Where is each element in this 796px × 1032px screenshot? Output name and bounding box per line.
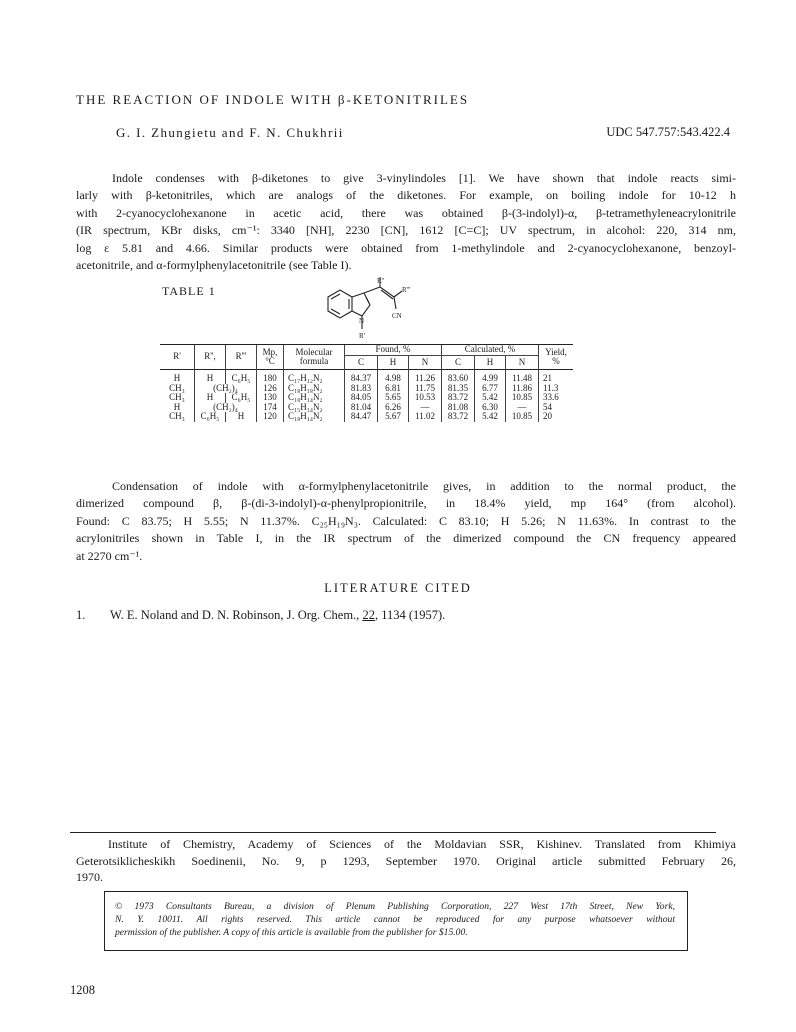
cell-found-c: 81.04: [345, 403, 378, 413]
text-line: acetonitrile, and α-formylphenylacetonitrile (see Table I).: [76, 258, 352, 273]
cell-found-c: 81.83: [345, 384, 378, 394]
cn-label: CN: [392, 312, 402, 320]
header-calculated: Calculated, %: [442, 345, 539, 356]
cell-formula: C₁₈H₁₄N₂: [284, 412, 345, 422]
cell-mp: 120: [257, 412, 284, 422]
cell-mp: 174: [257, 403, 284, 413]
cell-found-c: 84.05: [345, 393, 378, 403]
reference-volume: 22: [362, 608, 375, 622]
footnote-divider: [70, 832, 716, 833]
header-yield: [539, 345, 574, 370]
header-calc-n: N: [506, 355, 539, 370]
text-line: dimerized compound β, β-(di-3-indolyl)-α-phenylpropionitrile, in 18.4% yield, mp 164° (from alcohol).: [76, 496, 736, 511]
cell-calc-n: 10.85: [506, 412, 539, 422]
header-calc-c: C: [442, 355, 475, 370]
cell-calc-h: 6.77: [475, 384, 506, 394]
page-number: 1208: [70, 983, 95, 997]
cell-yield: 21: [539, 370, 574, 384]
cell-mp: 180: [257, 370, 284, 384]
cell-calc-h: 4.99: [475, 370, 506, 384]
copyright-line: © 1973 Consultants Bureau, a division of Plenum Publishing Corporation, 227 West 17th Street, New York,: [115, 901, 675, 912]
header-found-n: N: [409, 355, 442, 370]
cell-found-n: 11.75: [409, 384, 442, 394]
cell-r1: CH₃: [169, 392, 185, 402]
cell-yield: 20: [539, 412, 574, 422]
cell-r1: CH₃: [169, 382, 185, 393]
indole-structure-figure: [306, 275, 418, 343]
text-line: Condensation of indole with α-formylphenylacetonitrile gives, in addition to the normal product, the: [112, 479, 736, 493]
cell-yield: 11.3: [539, 384, 574, 394]
header-mp: [257, 345, 284, 370]
cell-r3: C₆H₅: [226, 370, 257, 384]
cell-calc-h: 5.42: [475, 412, 506, 422]
cell-r2-r3: (CH₂)₄: [195, 384, 257, 394]
cell-found-c: 84.37: [345, 370, 378, 384]
table-row: [160, 412, 573, 422]
r2-label: R'': [377, 277, 385, 285]
intro-paragraph: [76, 170, 736, 274]
copyright-box: [104, 891, 688, 951]
footnote: [76, 836, 736, 886]
cell-calc-h: 6.30: [475, 403, 506, 413]
cell-r1: CH₃: [169, 411, 185, 421]
cell-found-h: 6.26: [378, 403, 409, 413]
header-r3: R''': [226, 345, 257, 370]
udc-code: UDC 547.757:543.422.4: [606, 125, 730, 139]
cell-calc-c: 83.72: [442, 393, 475, 403]
yield-label: Yield,: [545, 346, 567, 357]
header-formula: [284, 345, 345, 370]
yield-unit: %: [552, 356, 560, 366]
table-row: [160, 370, 573, 384]
text-line: with 2-cyanocyclohexanone in acetic acid, there was obtained β-(3-indolyl)-α, β-tetramethyleneacrylonitrile: [76, 205, 736, 220]
dimer-paragraph: [76, 478, 736, 565]
cell-r3: C₆H₅: [226, 393, 257, 403]
table-label: TABLE 1: [162, 284, 216, 298]
cell-found-n: —: [409, 403, 442, 413]
reference-item: [76, 608, 445, 623]
cell-r1: H: [173, 401, 181, 412]
pyrrole-ring: [352, 293, 370, 316]
cell-found-n: 10.53: [409, 393, 442, 403]
text-line: larly with β-ketonitriles, which are analogs of the diketones. For example, on boiling indole for 10-12 h: [76, 188, 736, 203]
header-found-c: C: [345, 355, 378, 370]
header-found: Found, %: [345, 345, 442, 356]
cell-yield: 33.6: [539, 393, 574, 403]
formula-label-2: formula: [299, 356, 329, 366]
reference-number: 1.: [76, 608, 86, 622]
cell-calc-n: —: [506, 403, 539, 413]
header-r2: R'',: [195, 345, 226, 370]
n-label: N: [359, 317, 365, 325]
formula-label: Molecular: [295, 346, 333, 357]
text-line: at 2270 cm⁻¹.: [76, 548, 143, 563]
cell-r3: H: [226, 412, 257, 422]
footnote-line: 1970.: [76, 870, 103, 884]
text-line: (IR spectrum, KBr disks, cm⁻¹: 3340 [NH], 2230 [CN], 1612 [C=C]; UV spectrum, in alcohol: 220, 314 nm,: [76, 223, 736, 238]
literature-heading: LITERATURE CITED: [324, 581, 472, 595]
authors: G. I. Zhungietu and F. N. Chukhrii: [116, 125, 344, 140]
text-line: acrylonitriles shown in Table I, in the IR spectrum of the dimerized compound the CN frequency appeared: [76, 531, 736, 546]
cell-yield: 54: [539, 403, 574, 413]
cell-formula: C₁₇H₁₂N₂: [284, 370, 345, 384]
header-found-h: H: [378, 355, 409, 370]
cell-calc-n: 11.86: [506, 384, 539, 394]
r1-label: R': [359, 332, 365, 340]
cell-r2: C₆H₅: [195, 412, 226, 422]
cell-formula: C₁₈H₁₄N₂: [284, 393, 345, 403]
cell-r2: H: [195, 393, 226, 403]
cell-found-h: 6.81: [378, 384, 409, 394]
cell-found-n: 11.02: [409, 412, 442, 422]
cell-formula: C₁₈H₁₈N₂: [284, 384, 345, 394]
reference-pages: , 1134 (1957).: [374, 608, 446, 622]
text-line: log ε 5.81 and 4.66. Similar products were obtained from 1-methylindole and 2-cyanocyclohexanone, benzoyl-: [76, 240, 736, 255]
cell-r2: H: [195, 370, 226, 384]
article-title: THE REACTION OF INDOLE WITH β-KETONITRILES: [76, 92, 470, 107]
copyright-line: N. Y. 10011. All rights reserved. This article cannot be reproduced for any purpose whatsoever without: [115, 914, 675, 925]
cell-calc-n: 10.85: [506, 393, 539, 403]
cell-calc-c: 83.60: [442, 370, 475, 384]
cell-calc-c: 83.72: [442, 412, 475, 422]
cell-calc-h: 5.42: [475, 393, 506, 403]
header-calc-h: H: [475, 355, 506, 370]
cell-found-n: 11.26: [409, 370, 442, 384]
footnote-line: Geterotsiklicheskikh Soedinenii, No. 9, p 1293, September 1970. Original article submitted February 26,: [76, 853, 736, 868]
copyright-line: permission of the publisher. A copy of this article is available from the publisher for $15.00.: [115, 927, 468, 938]
cell-found-h: 5.65: [378, 393, 409, 403]
cell-mp: 130: [257, 393, 284, 403]
text-line: Found: C 83.75; H 5.55; N 11.37%. C₂₅H₁₉N₃. Calculated: C 83.10; H 5.26; N 11.63%. In contrast to the: [76, 513, 736, 528]
footnote-line: Institute of Chemistry, Academy of Sciences of the Moldavian SSR, Kishinev. Translated from Khimiya: [108, 837, 736, 851]
reference-authors: W. E. Noland and D. N. Robinson, J. Org. Chem.,: [110, 608, 360, 622]
mp-unit: °C: [265, 356, 275, 366]
cell-calc-n: 11.48: [506, 370, 539, 384]
text-line: Indole condenses with β-diketones to give 3-vinylindoles [1]. We have shown that indole reacts simi-: [112, 171, 736, 185]
cell-found-h: 5.67: [378, 412, 409, 422]
cell-calc-c: 81.08: [442, 403, 475, 413]
cell-r1: H: [160, 370, 195, 384]
cell-formula: C₁₅H₁₄N₂: [284, 403, 345, 413]
mp-label: Mp,: [262, 346, 278, 357]
header-r1: R': [160, 345, 195, 370]
cell-found-c: 84.47: [345, 412, 378, 422]
cell-mp: 126: [257, 384, 284, 394]
cell-found-h: 4.98: [378, 370, 409, 384]
data-table: [160, 344, 573, 422]
cell-r2-r3: (CH₂)₄: [195, 403, 257, 413]
r3-label: R''': [402, 286, 411, 294]
cell-calc-c: 81.35: [442, 384, 475, 394]
